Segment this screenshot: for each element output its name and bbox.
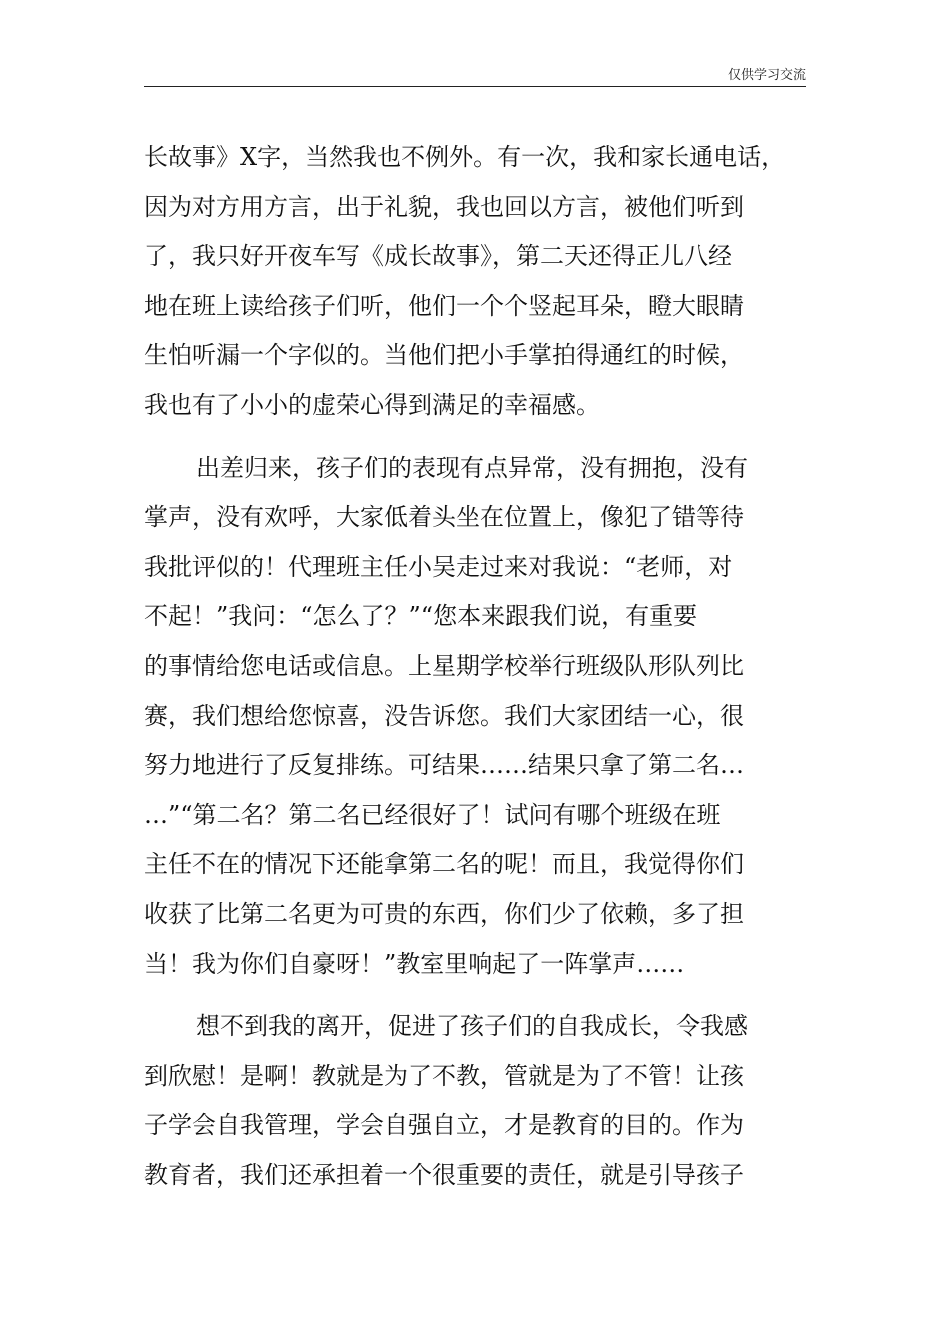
text-line: 想不到我的离开，促进了孩子们的自我成长，令我感: [196, 1012, 748, 1041]
text-line: 收获了比第二名更为可贵的东西，你们少了依赖，多了担: [144, 899, 744, 928]
text-line: 教育者，我们还承担着一个很重要的责任，就是引导孩子: [144, 1160, 744, 1189]
document-body: [144, 133, 808, 1200]
text-line: 当！我为你们自豪呀！”教室里响起了一阵掌声……: [144, 949, 685, 978]
text-line: 因为对方用方言，出于礼貌，我也回以方言，被他们听到: [144, 192, 744, 221]
page-header: [0, 0, 950, 90]
text-line: 我批评似的！代理班主任小吴走过来对我说：“老师，对: [144, 552, 733, 581]
text-line: 赛，我们想给您惊喜，没告诉您。我们大家团结一心，很: [144, 701, 744, 730]
text-line: 子学会自我管理，学会自强自立，才是教育的目的。作为: [144, 1111, 744, 1140]
paragraph-1: [144, 133, 808, 431]
text-line: 努力地进行了反复排练。可结果……结果只拿了第二名…: [144, 751, 744, 780]
text-line: 地在班上读给孩子们听，他们一个个竖起耳朵，瞪大眼睛: [144, 291, 744, 320]
paragraph-3: [144, 1002, 808, 1200]
text-line: 长故事》X字，当然我也不例外。有一次，我和家长通电话，: [144, 143, 786, 171]
text-line: 不起！”我问：“怎么了？”“您本来跟我们说，有重要: [144, 602, 698, 631]
text-line: 生怕听漏一个字似的。当他们把小手掌拍得通红的时候，: [144, 341, 744, 370]
paragraph-2: [144, 444, 808, 990]
paragraph-gap: [144, 431, 808, 444]
paragraph-gap: [144, 989, 808, 1002]
text-line: 到欣慰！是啊！教就是为了不教，管就是为了不管！让孩: [144, 1061, 744, 1090]
text-line: 了，我只好开夜车写《成长故事》，第二天还得正儿八经: [144, 242, 732, 271]
text-line: 我也有了小小的虚荣心得到满足的幸福感。: [144, 390, 600, 419]
header-note: 仅供学习交流: [727, 68, 806, 83]
text-line: 掌声，没有欢呼，大家低着头坐在位置上，像犯了错等待: [144, 503, 744, 532]
text-line: 出差归来，孩子们的表现有点异常，没有拥抱，没有: [196, 453, 748, 482]
text-line: …”“第二名？第二名已经很好了！试问有哪个班级在班: [144, 800, 721, 829]
header-rule: [144, 86, 806, 87]
text-line: 主任不在的情况下还能拿第二名的呢！而且，我觉得你们: [144, 850, 744, 879]
text-line: 的事情给您电话或信息。上星期学校举行班级队形队列比: [144, 651, 744, 680]
